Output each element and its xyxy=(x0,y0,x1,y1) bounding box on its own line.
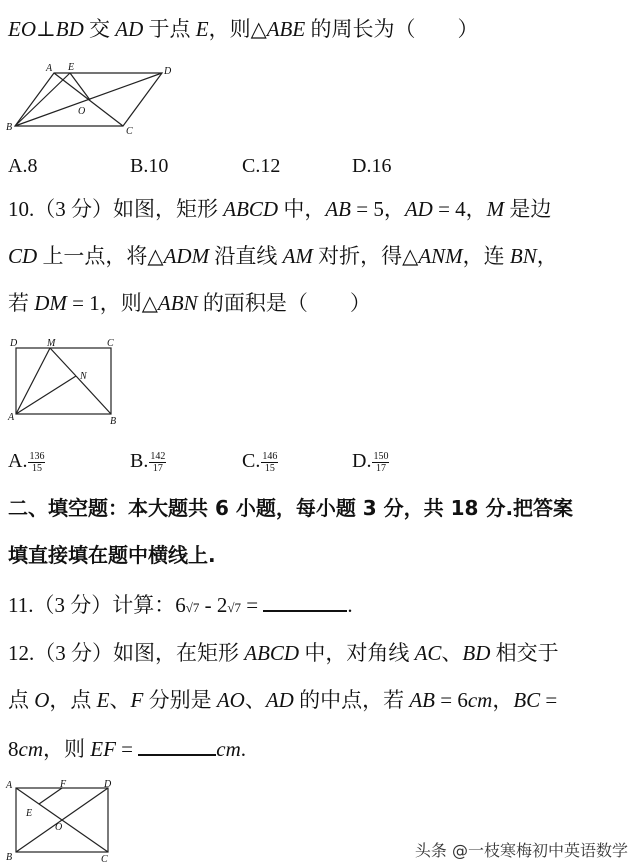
q12-text: = xyxy=(540,688,558,712)
q12-o: O xyxy=(34,688,50,712)
q12-text: ，点 xyxy=(49,688,97,712)
q9-text-f: 于点 xyxy=(143,17,196,41)
q9-e: E xyxy=(195,17,209,41)
q12-text: 8 xyxy=(8,737,19,761)
q10-text: = 1，则△ xyxy=(66,291,158,315)
q10-text: = 4， xyxy=(432,197,487,221)
q12-text: 、 xyxy=(244,688,266,712)
section2-heading-line-1: 二、填空题：本大题共 6 小题，每小题 3 分，共 18 分.把答案 xyxy=(8,496,574,520)
q12-text: 12.（3 分）如图，在矩形 xyxy=(8,641,245,665)
q9-text-h: ，则△ xyxy=(208,17,267,41)
q10-option-c-fraction xyxy=(261,451,278,474)
q10-text: 10.（3 分）如图，矩形 xyxy=(8,197,224,221)
q10-text: 的面积是（ ） xyxy=(197,291,371,315)
q9-abe: ABE xyxy=(266,17,306,41)
q10-label-n: N xyxy=(80,371,87,382)
q9-label-e: E xyxy=(68,62,75,73)
section2-heading-line-2: 填直接填在题中横线上. xyxy=(8,543,216,567)
q12-line-2 xyxy=(8,687,557,713)
q10-anm: ANM xyxy=(418,244,463,268)
q10-option-d[interactable] xyxy=(352,450,389,474)
q11-period: . xyxy=(347,593,353,617)
q9-option-a[interactable]: A.8 xyxy=(8,155,38,177)
q12-rectangle-figure xyxy=(4,780,122,864)
q9-stem xyxy=(8,16,478,42)
q10-option-a-fraction xyxy=(28,451,45,474)
denominator: 15 xyxy=(31,462,42,474)
q12-ef: EF xyxy=(90,737,116,761)
q12-label-b: B xyxy=(6,852,13,863)
q9-parallelogram-figure xyxy=(4,62,174,140)
q10-option-a[interactable] xyxy=(8,450,45,474)
q12-label-o: O xyxy=(55,822,63,833)
q12-abcd: ABCD xyxy=(244,641,300,665)
q10-label-b: B xyxy=(110,416,117,427)
q12-text: 点 xyxy=(8,688,35,712)
q10-text: = 5， xyxy=(350,197,405,221)
q10-text: 若 xyxy=(8,291,35,315)
q10-option-b[interactable] xyxy=(130,450,166,474)
q9-perp: ⊥ xyxy=(36,17,56,41)
q10-text: ， xyxy=(536,244,558,268)
q9-label-c: C xyxy=(126,126,133,137)
q10-option-c-letter: C. xyxy=(242,450,261,472)
q10-label-c: C xyxy=(107,338,114,349)
q10-adm: ADM xyxy=(163,244,210,268)
q10-ad: AD xyxy=(404,197,433,221)
q10-line-1 xyxy=(8,196,551,222)
q12-text: ， xyxy=(492,688,514,712)
q9-text-j: 的周长为（ ） xyxy=(305,17,479,41)
q10-abcd: ABCD xyxy=(223,197,279,221)
q11-stem xyxy=(8,592,353,621)
q9-option-c[interactable]: C.12 xyxy=(242,155,281,177)
q12-unit-cm: cm xyxy=(18,737,43,761)
q10-label-m: M xyxy=(47,338,56,349)
q12-ab: AB xyxy=(409,688,435,712)
q11-minus: - 2 xyxy=(199,593,228,617)
q9-eo: EO xyxy=(8,17,36,41)
q12-ad: AD xyxy=(265,688,294,712)
q12-period: . xyxy=(240,737,246,761)
q12-text: 相交于 xyxy=(490,641,559,665)
q10-text: 是边 xyxy=(504,197,552,221)
q12-f: F xyxy=(130,688,144,712)
q12-text: 的中点，若 xyxy=(293,688,410,712)
watermark-text: 头条 @一枝寒梅初中英语数学 xyxy=(414,841,628,860)
q10-dm: DM xyxy=(34,291,67,315)
q10-line-2 xyxy=(8,243,558,269)
q10-option-b-letter: B. xyxy=(130,450,149,472)
q11-answer-blank[interactable] xyxy=(263,592,347,612)
q10-text: 中， xyxy=(278,197,326,221)
q12-text: ，则 xyxy=(43,737,91,761)
q10-option-b-fraction xyxy=(149,451,166,474)
q10-ab: AB xyxy=(325,197,351,221)
numerator: 142 xyxy=(150,450,166,462)
q10-option-d-fraction xyxy=(372,451,389,474)
q12-ac: AC xyxy=(414,641,442,665)
q10-cd: CD xyxy=(8,244,38,268)
q12-unit-cm: cm xyxy=(216,737,241,761)
q10-m: M xyxy=(486,197,505,221)
q9-option-b[interactable]: B.10 xyxy=(130,155,169,177)
q12-label-f: F xyxy=(60,780,67,790)
q12-line-1 xyxy=(8,640,559,666)
q10-am: AM xyxy=(282,244,313,268)
q9-option-d[interactable]: D.16 xyxy=(352,155,392,177)
numerator: 146 xyxy=(262,450,278,462)
q10-rectangle-figure xyxy=(4,336,124,428)
q12-line-3 xyxy=(8,736,246,762)
q12-text: = xyxy=(115,737,139,761)
q10-option-c[interactable] xyxy=(242,450,278,474)
q10-text: 沿直线 xyxy=(209,244,283,268)
q12-bd: BD xyxy=(462,641,491,665)
q10-option-d-letter: D. xyxy=(352,450,372,472)
q11-sqrt-7: √7 xyxy=(227,600,242,615)
q12-label-c: C xyxy=(101,854,108,864)
q10-text: 上一点，将△ xyxy=(37,244,164,268)
q9-label-b: B xyxy=(6,122,13,133)
q9-bd: BD xyxy=(55,17,84,41)
q12-answer-blank[interactable] xyxy=(138,736,216,756)
q12-text: 、 xyxy=(109,688,131,712)
q12-label-a: A xyxy=(6,780,13,791)
q10-bn: BN xyxy=(509,244,537,268)
q9-text-d: 交 xyxy=(83,17,116,41)
q10-label-d: D xyxy=(10,338,18,349)
q12-text: = 6 xyxy=(434,688,468,712)
q12-text: 中，对角线 xyxy=(299,641,415,665)
q10-text: ，连 xyxy=(462,244,510,268)
q12-text: 分别是 xyxy=(143,688,217,712)
q10-label-a: A xyxy=(8,412,15,423)
q11-prefix: 11.（3 分）计算：6 xyxy=(8,593,186,617)
denominator: 15 xyxy=(264,462,275,474)
q12-label-e: E xyxy=(26,808,33,819)
denominator: 17 xyxy=(375,462,386,474)
numerator: 136 xyxy=(29,450,45,462)
q9-ad: AD xyxy=(115,17,144,41)
q9-label-o: O xyxy=(78,106,86,117)
q10-abn: ABN xyxy=(157,291,198,315)
q12-label-d: D xyxy=(104,780,112,790)
q10-option-a-letter: A. xyxy=(8,450,28,472)
q12-unit-cm: cm xyxy=(467,688,493,712)
q9-label-d: D xyxy=(164,66,172,77)
q10-text: 对折，得△ xyxy=(312,244,419,268)
q12-bc: BC xyxy=(513,688,541,712)
denominator: 17 xyxy=(152,462,163,474)
q12-text: 、 xyxy=(441,641,463,665)
numerator: 150 xyxy=(373,450,389,462)
q11-equals: = xyxy=(241,593,264,617)
q10-line-3 xyxy=(8,290,371,316)
q12-ao: AO xyxy=(216,688,245,712)
q12-e: E xyxy=(96,688,110,712)
q11-sqrt-7: √7 xyxy=(185,600,200,615)
q9-label-a: A xyxy=(46,63,53,74)
